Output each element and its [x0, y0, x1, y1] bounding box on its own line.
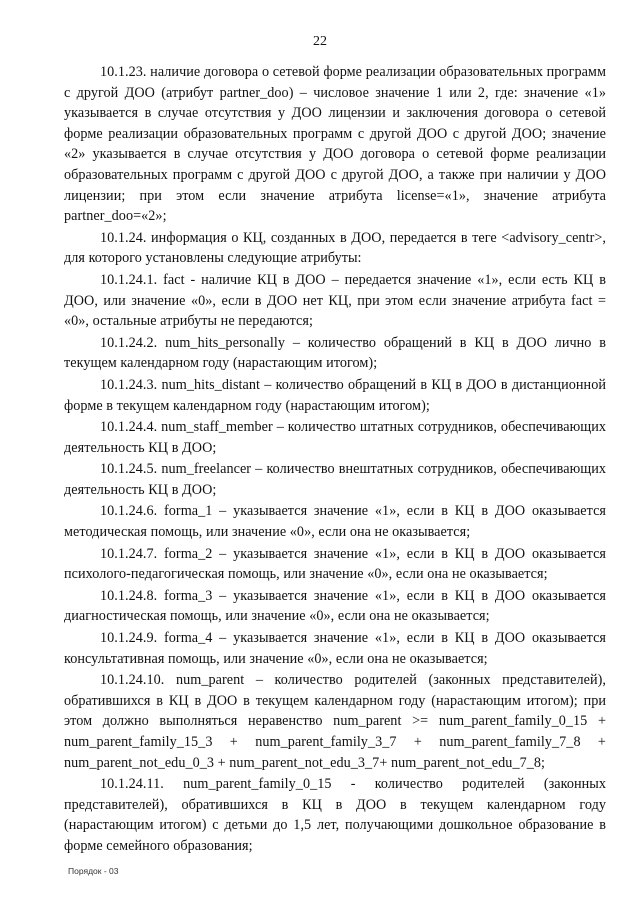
paragraph-10-1-24-5: 10.1.24.5. num_freelancer – количество внештатных сотрудников, обеспечивающих деятельность КЦ в ДОО;	[64, 461, 606, 498]
document-body	[64, 62, 606, 857]
paragraph-10-1-24: 10.1.24. информация о КЦ, созданных в ДОО, передается в теге <advisory_centr>, для которого установлены следующие атрибуты:	[64, 229, 606, 267]
paragraph-10-1-24-7: 10.1.24.7. forma_2 – указывается значение «1», если в КЦ в ДОО оказывается психолого-педагогическая помощь, или значение «0», если она не оказывается;	[64, 545, 606, 583]
paragraph-10-1-24-9: 10.1.24.9. forma_4 – указывается значение «1», если в КЦ в ДОО оказывается консультативная помощь, или значение «0», если она не оказывается;	[64, 630, 606, 667]
paragraph-10-1-24-8: 10.1.24.8. forma_3 – указывается значение «1», если в КЦ в ДОО оказывается диагностическая помощь, или значение «0», если она не оказывается;	[64, 587, 606, 625]
paragraph-10-1-23: 10.1.23. наличие договора о сетевой форме реализации образовательных программ с другой ДОО (атрибут partner_doo) – числовое значение 1 или 2, где: значение «1» указывается в случае отсутствия у ДОО лицензии и заключения договора о сетевой форме реализации образовательных программ с другой ДОО с другой ДОО; значение «2» указывается в случае отсутствия у ДОО договора о сетевой форме реализации образовательных программ с другой ДОО с другой ДОО, а также при наличии у ДОО лицензии; при этом если значение атрибута license=«1», значение атрибута partner_doo=«2»;	[64, 64, 606, 225]
paragraph-10-1-24-10: 10.1.24.10. num_parent – количество родителей (законных представителей), обратившихся в КЦ в ДОО в текущем календарном году (нарастающим итогом); при этом должно выполняться неравенство num_parent >= num_parent_family_0_15 + num_parent_family_15_3 + num_parent_family_3_7 + num_parent_family_7_8 + num_parent_not_edu_0_3 + num_parent_not_edu_3_7+ num_parent_not_edu_7_8;	[64, 672, 606, 771]
paragraph-10-1-24-4: 10.1.24.4. num_staff_member – количество штатных сотрудников, обеспечивающих деятельность КЦ в ДОО;	[64, 419, 606, 456]
paragraph-10-1-24-2: 10.1.24.2. num_hits_personally – количество обращений в КЦ в ДОО лично в текущем календарном году (нарастающим итогом);	[64, 334, 606, 372]
paragraph-10-1-24-1: 10.1.24.1. fact - наличие КЦ в ДОО – передается значение «1», если есть КЦ в ДОО, или значение «0», если в ДОО нет КЦ, при этом если значение атрибута fact = «0», остальные атрибуты не передаются;	[64, 271, 606, 330]
page-number: 22	[313, 34, 327, 49]
paragraph-10-1-24-6: 10.1.24.6. forma_1 – указывается значение «1», если в КЦ в ДОО оказывается методическая помощь, или значение «0», если она не оказывается;	[64, 503, 606, 541]
paragraph-10-1-24-3: 10.1.24.3. num_hits_distant – количество обращений в КЦ в ДОО в дистанционной форме в текущем календарном году (нарастающим итогом);	[64, 376, 606, 414]
paragraph-10-1-24-11: 10.1.24.11. num_parent_family_0_15 - количество родителей (законных представителей), обратившихся в КЦ в ДОО в текущем календарном году (нарастающим итогом) с детьми до 1,5 лет, получающими дошкольное образование в форме семейного образования;	[64, 776, 606, 854]
page-footer: Порядок - 03	[68, 866, 119, 876]
